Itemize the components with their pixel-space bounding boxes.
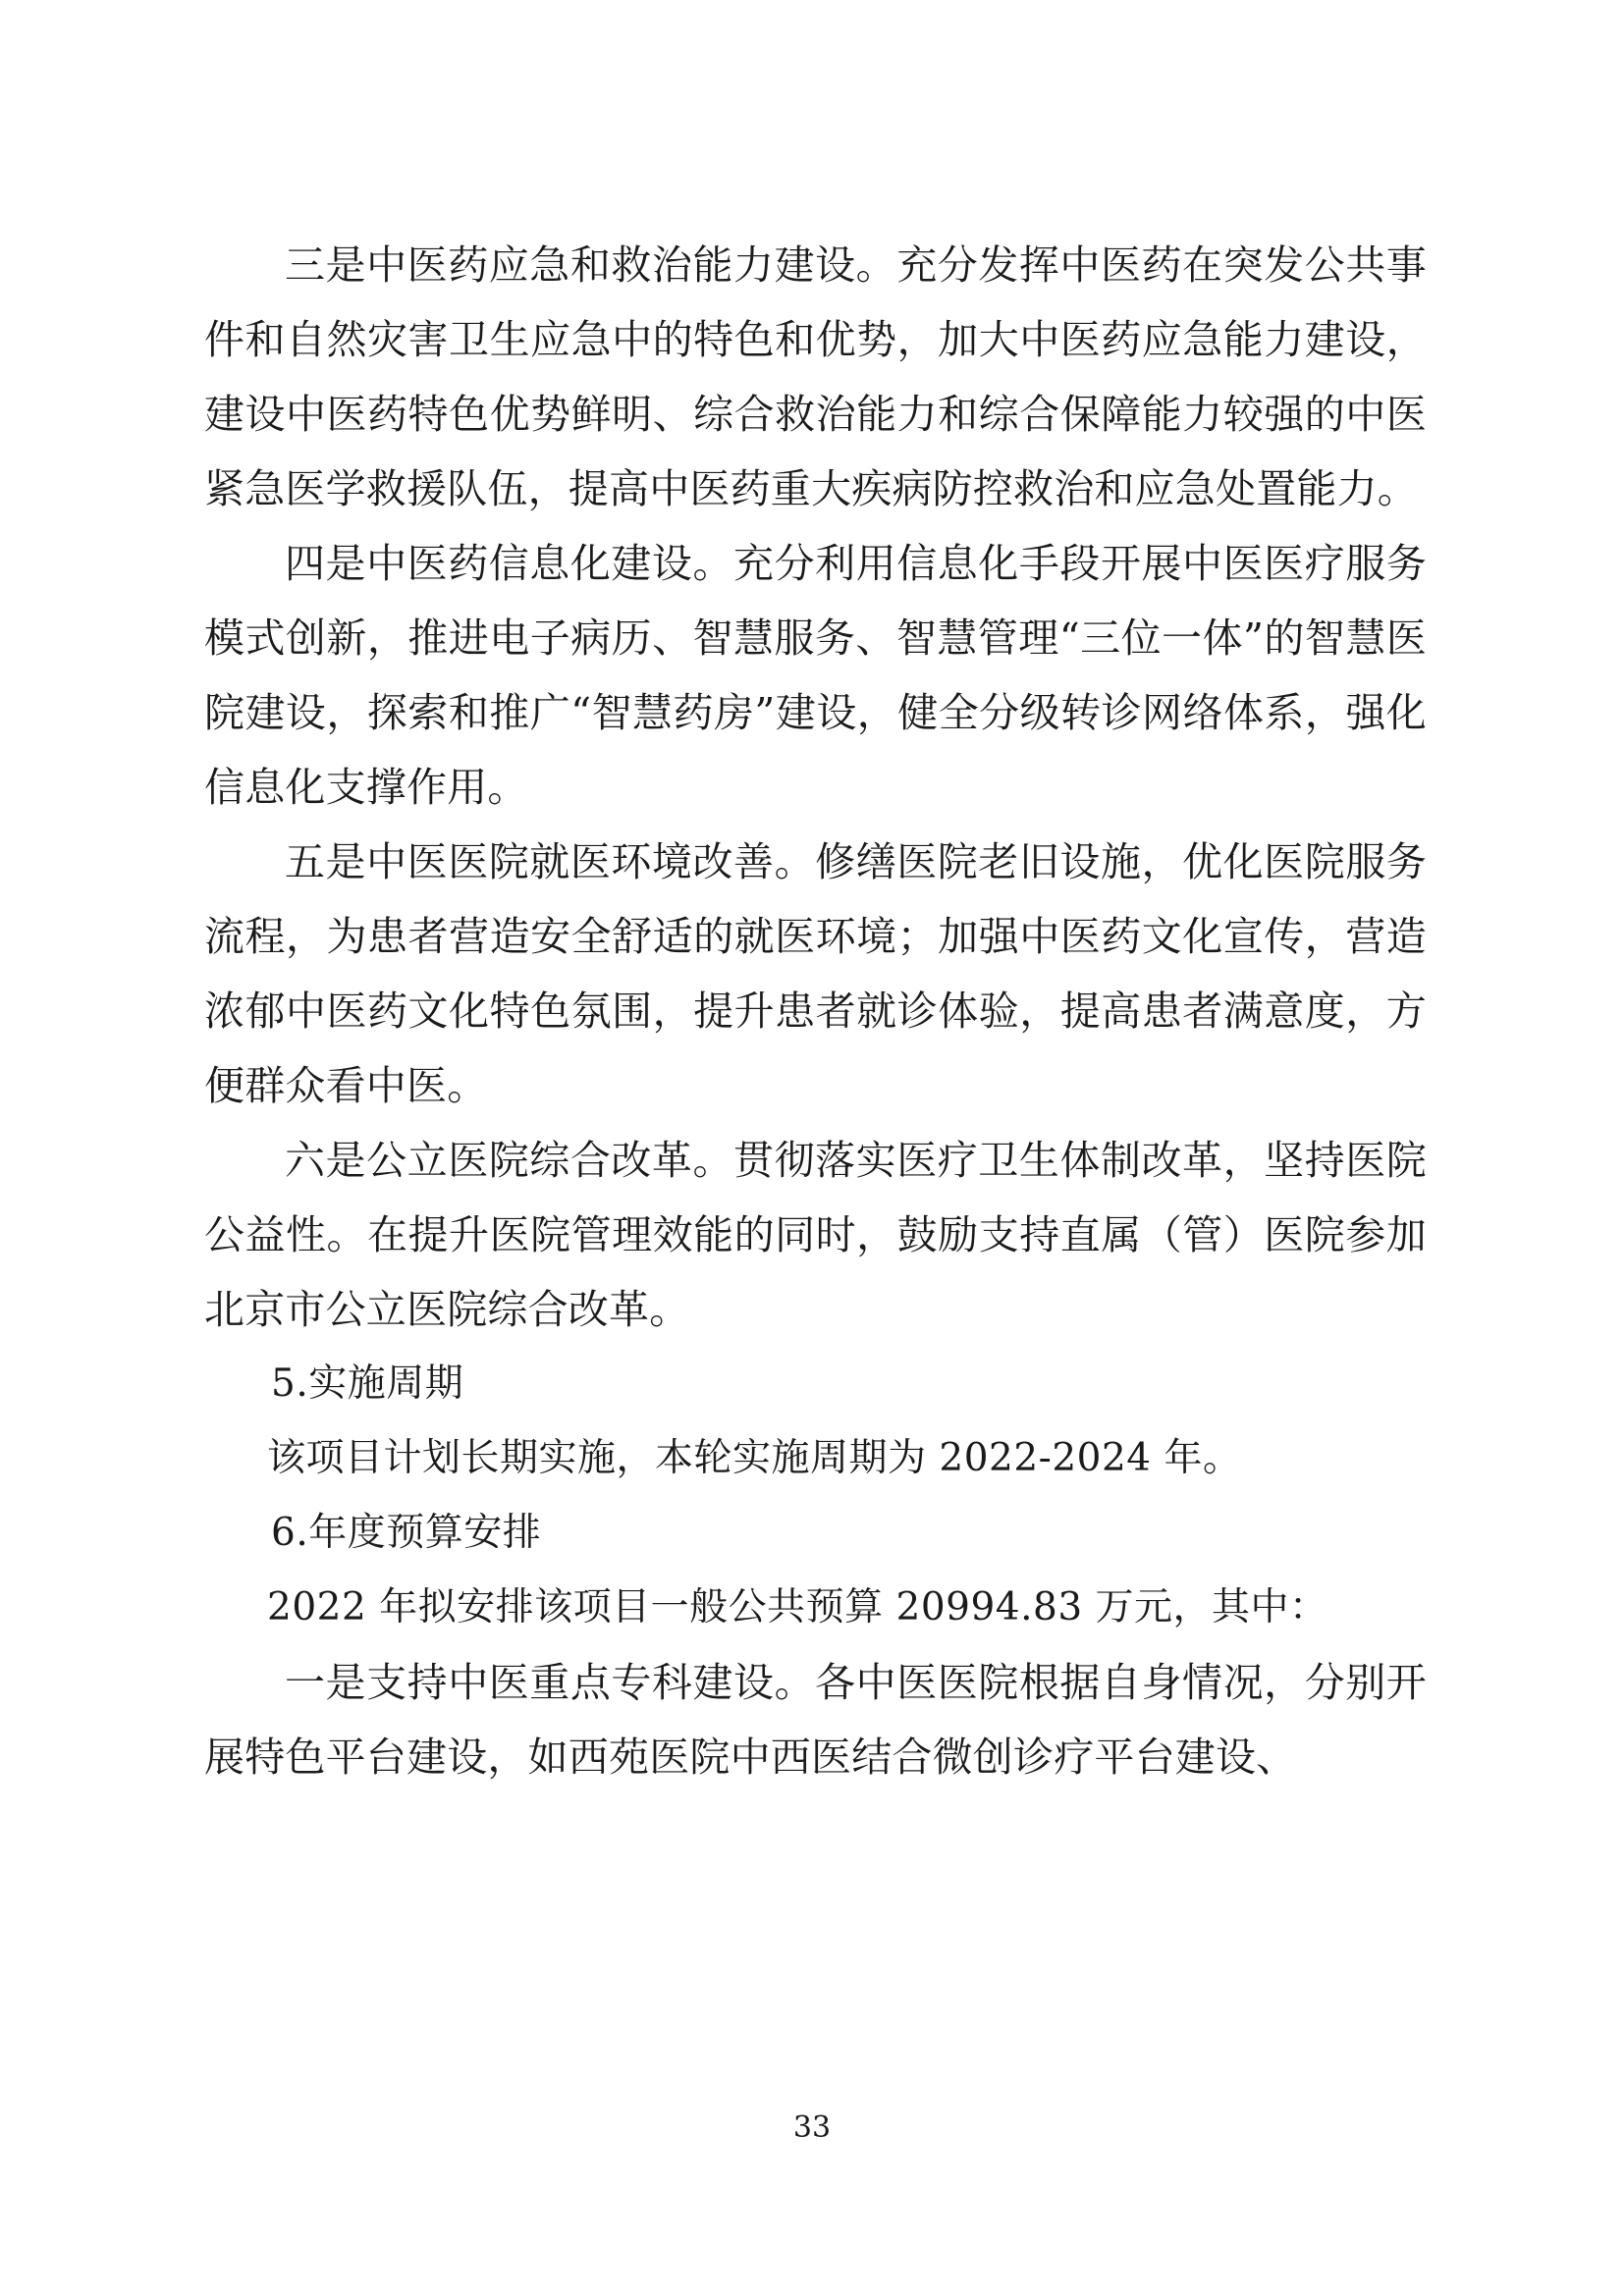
paragraph-item: 四是中医药信息化建设。充分利用信息化手段开展中医医疗服务模式创新，推进电子病历、智慧服务、智慧管理“三位一体”的智慧医院建设，探索和推广“智慧药房”建设，健全分级转诊网络体系，强化信息化支撑作用。 — [204, 540, 1427, 811]
page-body — [204, 228, 1427, 1794]
section-heading-5: 5.实施周期 — [271, 1362, 464, 1406]
paragraph-item: 一是支持中医重点专科建设。各中医医院根据自身情况，分别开展特色平台建设，如西苑医院中西医结合微创诊疗平台建设、 — [204, 1659, 1427, 1781]
paragraph-item: 2022 年拟安排该项目一般公共预算 20994.83 万元，其中： — [267, 1585, 1328, 1629]
paragraph-item: 六是公立医院综合改革。贯彻落实医疗卫生体制改革，坚持医院公益性。在提升医院管理效能的同时，鼓励支持直属（管）医院参加北京市公立医院综合改革。 — [204, 1137, 1427, 1333]
paragraph-item: 五是中医医院就医环境改善。修缮医院老旧设施，优化医院服务流程，为患者营造安全舒适的就医环境；加强中医药文化宣传，营造浓郁中医药文化特色氛围，提升患者就诊体验，提高患者满意度，方便群众看中医。 — [204, 838, 1427, 1109]
paragraph-item: 该项目计划长期实施，本轮实施周期为 2022-2024 年。 — [267, 1436, 1242, 1480]
paragraph-item: 三是中医药应急和救治能力建设。充分发挥中医药在突发公共事件和自然灾害卫生应急中的特色和优势，加大中医药应急能力建设，建设中医药特色优势鲜明、综合救治能力和综合保障能力较强的中医紧急医学救援队伍，提高中医药重大疾病防控救治和应急处置能力。 — [204, 241, 1427, 512]
page-number: 33 — [792, 2110, 832, 2145]
section-heading-6: 6.年度预算安排 — [271, 1511, 542, 1555]
